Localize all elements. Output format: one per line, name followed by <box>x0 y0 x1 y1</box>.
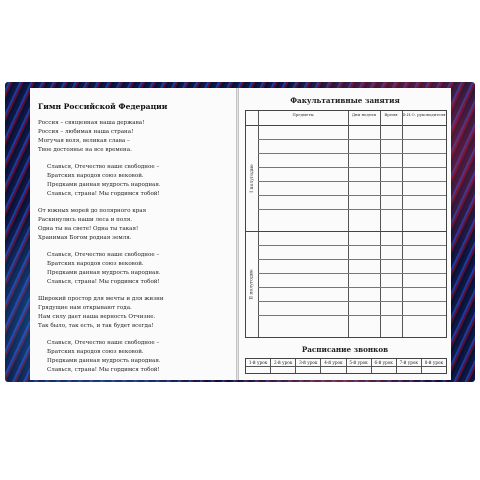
bell-lesson-label: 4-й урок <box>324 360 343 365</box>
anthem-line: Хранимая Богом родная земля. <box>38 235 132 241</box>
bell-cell <box>347 359 372 373</box>
anthem-line: Раскинулись наши леса и поля. <box>38 217 133 223</box>
anthem-line: Россия – любимая наша страна! <box>38 129 134 135</box>
table-row-line <box>258 153 446 154</box>
anthem-line: Славься, Отечество наше свободное – <box>47 252 160 258</box>
bell-lesson-label: 5-й урок <box>349 360 368 365</box>
bells-title: Расписание звонков <box>301 345 389 354</box>
column-divider <box>348 111 349 337</box>
semester-divider <box>246 231 446 232</box>
semester-label-2: II полугодие <box>249 268 255 300</box>
column-divider <box>402 111 403 337</box>
anthem-line: От южных морей до полярного края <box>38 208 147 214</box>
anthem-line: Предками данная мудрость народная. <box>47 182 161 188</box>
table-row-line <box>258 209 446 210</box>
anthem-line: Предками данная мудрость народная. <box>47 358 161 364</box>
anthem-line: Славься, страна! Мы гордимся тобой! <box>47 279 160 285</box>
anthem-verse <box>38 119 232 155</box>
anthem-verse <box>38 295 232 331</box>
bell-lesson-label: 3-й урок <box>299 360 318 365</box>
anthem-line: Россия – священная наша держава! <box>38 120 145 126</box>
bell-cell <box>372 359 397 373</box>
bell-time-slot <box>321 366 345 374</box>
left-page <box>30 88 236 380</box>
anthem-block <box>38 102 232 383</box>
table-row-line <box>258 259 446 260</box>
anthem-line: Грядущие нам открывают года. <box>38 305 132 311</box>
bell-lesson-label: 8-й урок <box>424 360 444 365</box>
table-row-line <box>258 301 446 302</box>
bell-time-slot <box>397 366 421 374</box>
anthem-line: Так было, так есть, и так будет всегда! <box>38 323 154 329</box>
anthem-line: Одна ты на свете! Одна ты такая! <box>38 226 139 232</box>
right-page <box>239 88 451 380</box>
anthem-line: Братских народов союз вековой. <box>47 173 144 179</box>
column-header-subjects: Предметы <box>292 112 314 117</box>
column-divider <box>380 111 381 337</box>
semester-label-1: I полугодие <box>249 163 255 193</box>
bell-lesson-label: 2-й урок <box>273 360 293 365</box>
column-header-time: Время <box>384 112 398 117</box>
column-divider <box>258 111 259 337</box>
anthem-verse <box>38 207 232 243</box>
table-row-line <box>258 315 446 316</box>
anthem-line: Нам силу дает наша верность Отчизне. <box>38 314 156 320</box>
bell-time-slot <box>296 366 320 374</box>
anthem-line: Могучая воля, великая слава – <box>38 138 130 144</box>
electives-table <box>245 110 447 338</box>
electives-title: Факультативные занятия <box>290 96 400 105</box>
anthem-chorus <box>47 163 232 199</box>
anthem-line: Твое достоянье на все времена. <box>38 147 132 153</box>
anthem-line: Славься, Отечество наше свободное – <box>47 164 160 170</box>
table-row-line <box>258 167 446 168</box>
anthem-line: Братских народов союз вековой. <box>47 349 144 355</box>
anthem-line: Предками данная мудрость народная. <box>47 270 161 276</box>
anthem-line: Братских народов союз вековой. <box>47 261 144 267</box>
bell-time-slot <box>347 366 371 374</box>
bell-cell <box>271 359 296 373</box>
anthem-line: Славься, страна! Мы гордимся тобой! <box>47 367 160 373</box>
bells-table <box>245 358 447 374</box>
bell-lesson-label: 1-й урок <box>248 360 268 365</box>
anthem-chorus <box>47 339 232 375</box>
table-row-line <box>258 273 446 274</box>
bell-cell <box>397 359 422 373</box>
bell-cell <box>296 359 321 373</box>
table-row-line <box>258 287 446 288</box>
bell-time-slot <box>246 366 270 374</box>
anthem-line: Славься, страна! Мы гордимся тобой! <box>47 191 160 197</box>
column-header-days: Дни недели <box>351 112 377 117</box>
bell-cell <box>422 359 446 373</box>
bell-time-slot <box>372 366 396 374</box>
anthem-stanzas <box>38 119 232 375</box>
anthem-title: Гимн Российской Федерации <box>38 102 168 111</box>
bell-cell <box>321 359 346 373</box>
bell-lesson-label: 7-й урок <box>399 360 419 365</box>
table-row-line <box>258 245 446 246</box>
table-row-line <box>258 195 446 196</box>
bell-time-slot <box>271 366 295 374</box>
anthem-line: Широкий простор для мечты и для жизни <box>38 296 164 302</box>
table-row-line <box>258 181 446 182</box>
anthem-chorus <box>47 251 232 287</box>
bell-cell <box>246 359 271 373</box>
bell-time-slot <box>422 366 446 374</box>
column-header-teacher: Ф.И.О. руководителя <box>402 112 446 117</box>
bell-lesson-label: 6-й урок <box>374 360 393 365</box>
anthem-line: Славься, Отечество наше свободное – <box>47 340 160 346</box>
table-row-line <box>258 139 446 140</box>
